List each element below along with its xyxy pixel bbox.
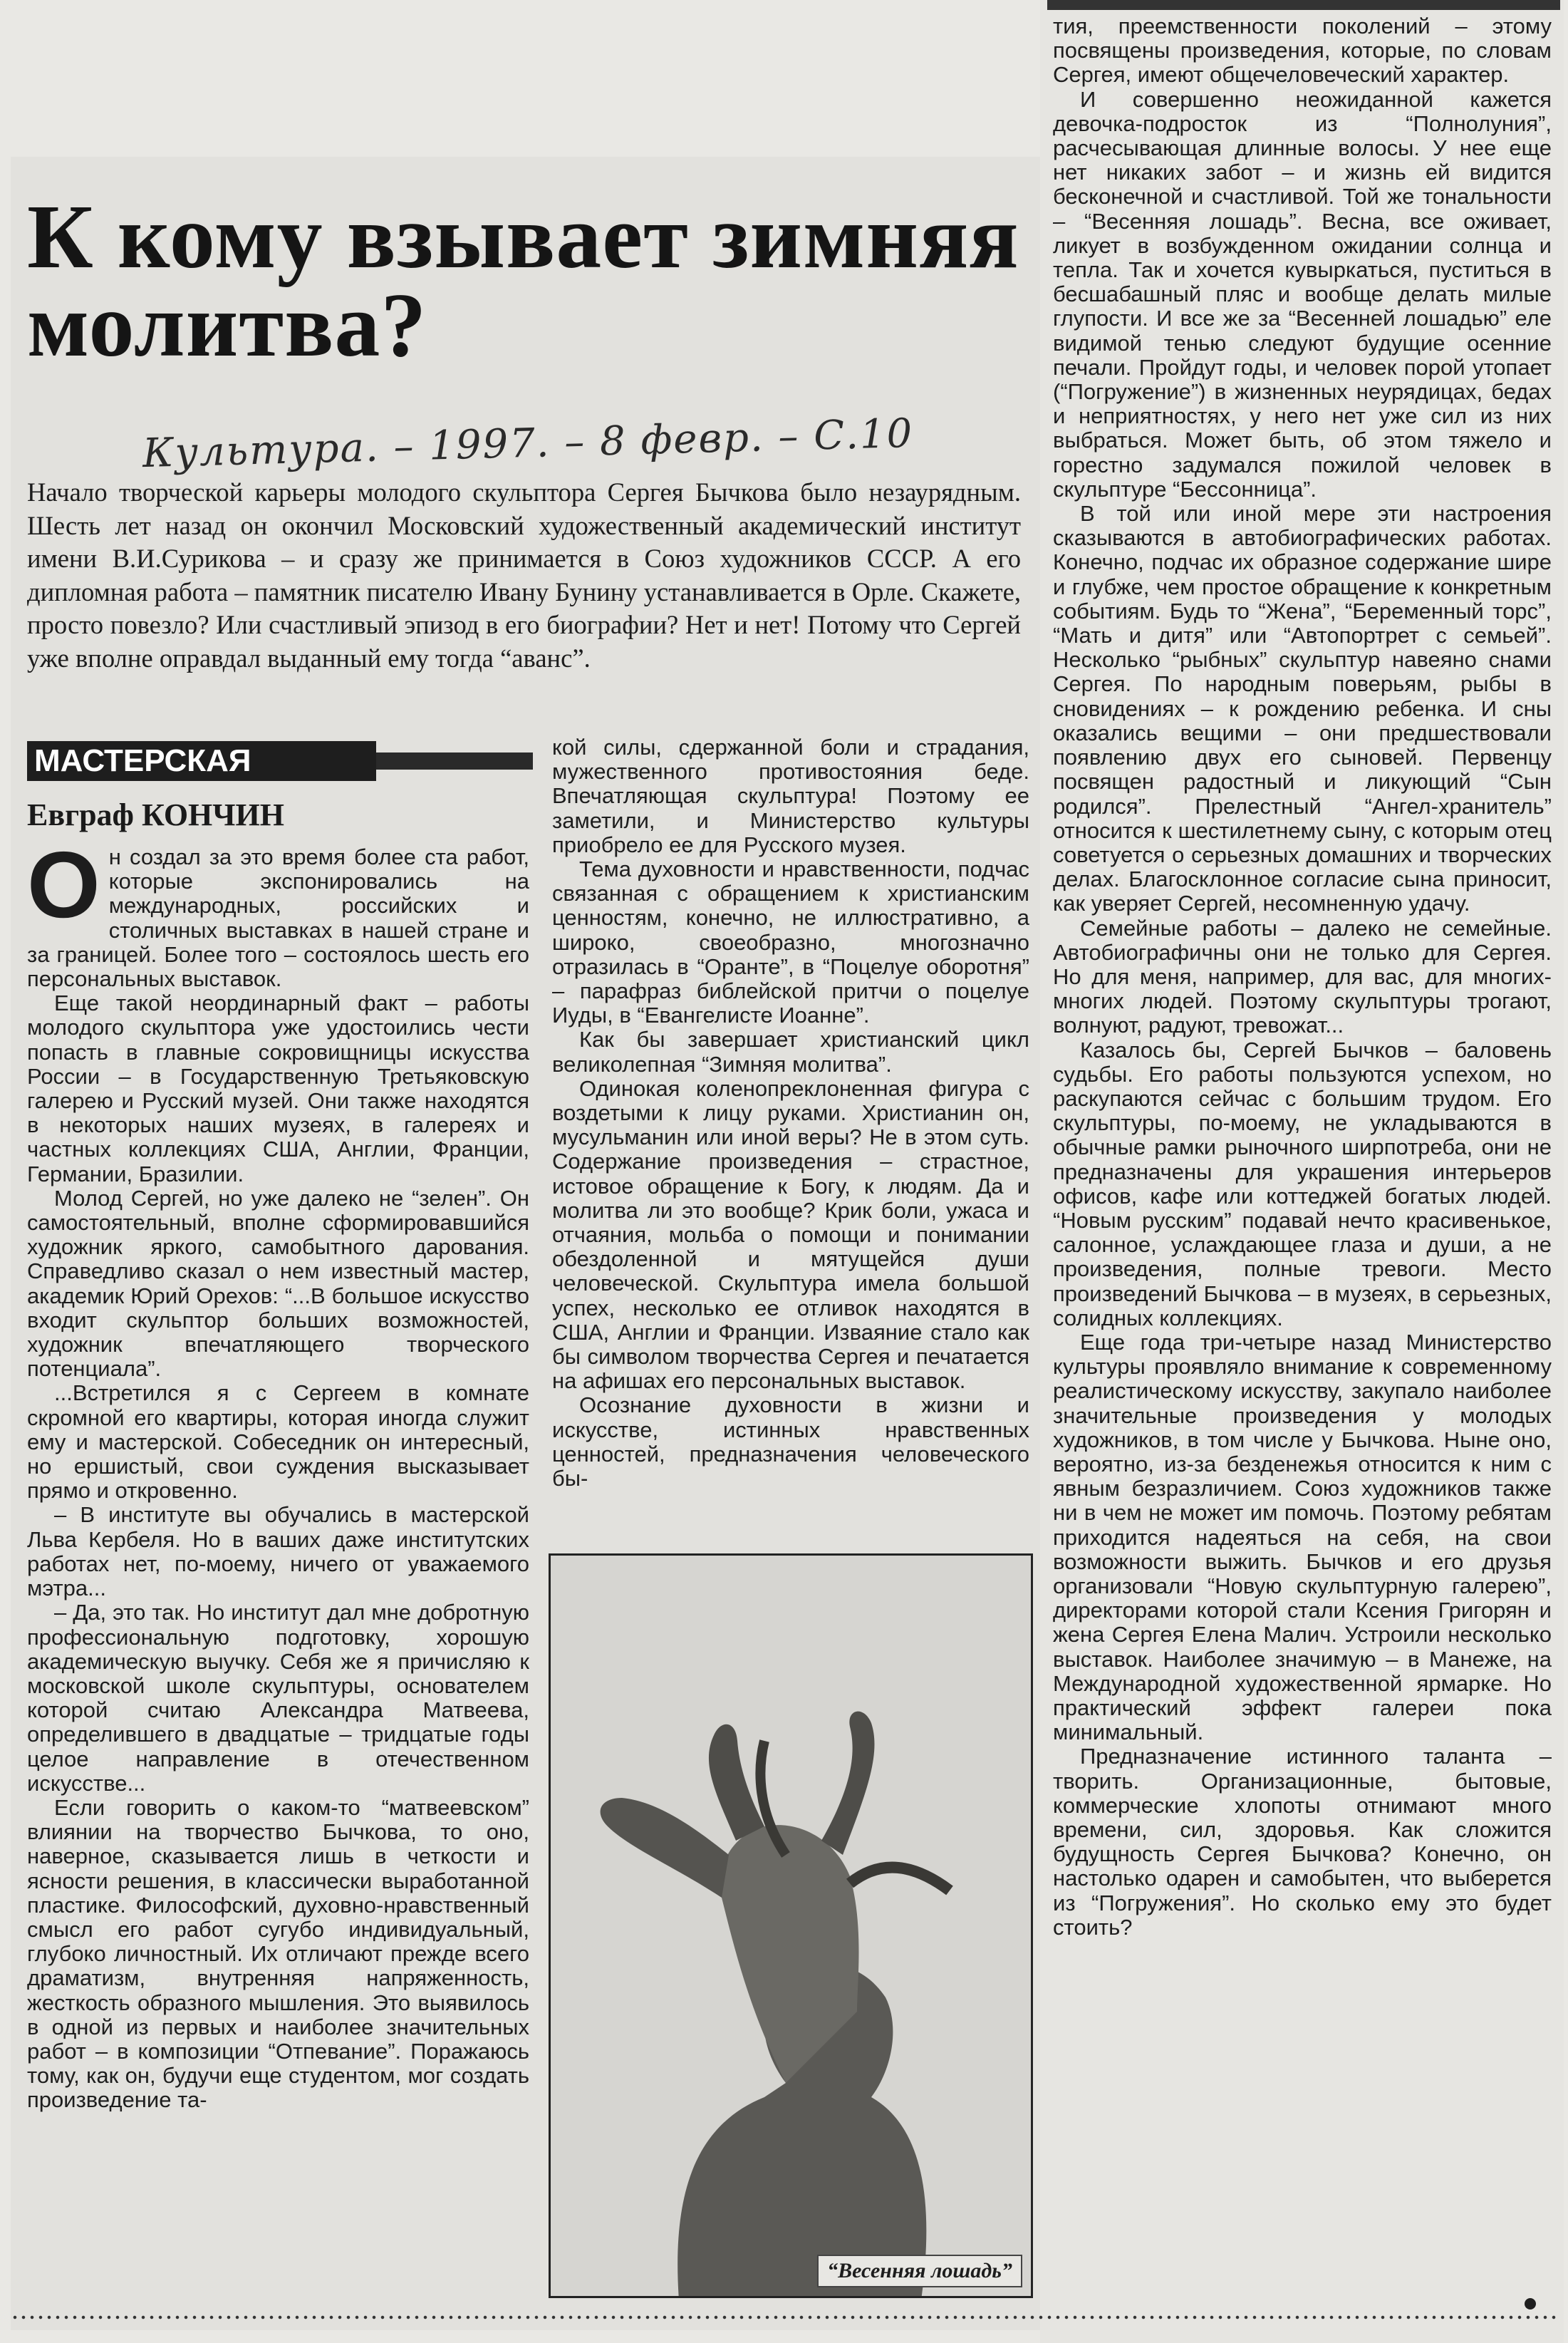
column-2 <box>552 735 1029 1491</box>
paragraph: Семейные работы – далеко не семейные. Автобиографичны они не только для Сергея. Но для меня, например, для вас, для многих-многих людей. Поэтому скульптуры трогают, волнуют, радуют, тревожат... <box>1053 915 1552 1038</box>
paragraph: Предназначение истинного таланта – творить. Организационные, бытовые, коммерческие хлопоты отнимают много времени, сил, здоровья. Как сложится будущность Сергея Бычкова? Конечно, он настолько одарен и самобытен, что выберется из “Погружения”. Но сколько ему это будет стоить? <box>1053 1744 1552 1940</box>
paragraph: Еще года три-четыре назад Министерство культуры проявляло внимание к современному реалистическому искусству, закупало наиболее значительные произведения у молодых художников, в том числе у Бычкова. Ныне оно, вероятно, из-за безденежья относится к ним с явным безразличием. Союз художников также ни в чем не может им помочь. Поэтому ребятам приходится надеяться на себя, на свои возможности выжить. Бычков и его друзья организовали “Новую скульптурную галерею”, директорами которой стали Ксения Григорян и жена Сергея Елена Малич. Устроили несколько выставок. Наиболее значимую – в Манеже, на Международной художественной ярмарке. Но практический эффект галереи пока минимальный. <box>1053 1329 1552 1745</box>
paragraph: Он создал за это время более ста работ, которые экспонировались на международных, российских и столичных выставках в нашей стране и за границей. Более того – состоялось шесть его персональных выставок. <box>27 832 529 992</box>
drop-cap: О <box>27 832 100 937</box>
dotted-rule <box>11 2314 1557 2320</box>
paragraph: Молод Сергей, но уже далеко не “зелен”. Он самостоятельный, вполне сформировавшийся художник яркого, самобытного дарования. Справедливо сказал о нем известный мастер, академик Юрий Орехов: “...В большое искусство входит скульптор больших возможностей, художник впечатляющего творческого потенциала”. <box>27 1185 529 1382</box>
article-lead: Начало творческой карьеры молодого скульптора Сергея Бычкова было незаурядным. Шесть лет назад он окончил Московский художественный академический институт имени В.И.Сурикова – и сразу же принимается в Союз художников СССР. А его дипломная работа – памятник писателю Ивану Бунину устанавливается в Орле. Скажете, просто повезло? Или счастливый эпизод в его биографии? Нет и нет! Потому что Сергей уже вполне оправдал выданный ему тогда “аванс”. <box>27 477 1021 673</box>
paragraph: Казалось бы, Сергей Бычков – баловень судьбы. Его работы пользуются успехом, но раскупаются сейчас с большим трудом. Его скульптуры, по-моему, не укладываются в обычные рамки рыночного ширпотреба, они не предназначены для украшения интерьеров офисов, кафе или коттеджей богатых людей. “Новым русским” подавай нечто красивенькое, салонное, услаждающее глаза и души, а не произведения, полные тревоги. Место произведений Бычкова – в музеях, в серьезных, солидных коллекциях. <box>1053 1037 1552 1330</box>
horse-sculpture-image <box>551 1556 1033 2298</box>
paragraph: Если говорить о каком-то “матвеевском” влиянии на творчество Бычкова, то оно, наверное, сказывается лишь в четкости и ясности решения, в классически выработанной пластике. Философский, духовно-нравственный смысл его работ сугубо индивидуальный, глубоко личностный. Их отличают прежде всего драматизм, внутренняя напряженность, жесткость образного мышления. Это выявилось в одной из первых и наиболее значительных работ – в композиции “Отпевание”. Поражаюсь тому, как он, будучи еще студентом, мог создать произведение та- <box>27 1794 529 2113</box>
author-byline: Евграф КОНЧИН <box>27 797 285 832</box>
paragraph: Тема духовности и нравственности, подчас связанная с обращением к христианским ценностям, конечно, не иллюстративно, а широко, своеобразно, многозначно отразилась в “Оранте”, в “Поцелуе оборотня” – парафраз библейской притчи о поцелуе Иуды, в “Евангелисте Иоанне”. <box>552 857 1029 1028</box>
sculpture-photo <box>549 1553 1033 2298</box>
paragraph: И совершенно неожиданной кажется девочка-подросток из “Полнолуния”, расчесывающая длинные волосы. У нее еще нет никаких забот – и жизнь ей видится бесконечной и счастливой. Той же тональности – “Весенняя лошадь”. Весна, все оживает, ликует в возбужденном ожидании солнца и тепла. Так и хочется кувыркаться, пуститься в бесшабашный пляс и вообще делать милые глупости. И все же за “Весенней лошадью” еле видимой тенью следуют будущие осенние печали. Пройдут годы, и человек порой утопает (“Погружение”) в жизненных неурядицах, бедах и неприятностях, у него нет уже сил из них выбраться. Может быть, об этом тяжело и горестно задумался пожилой человек в скульптуре “Бессонница”. <box>1053 86 1552 502</box>
paragraph: – В институте вы обучались в мастерской Льва Кербеля. Но в ваших даже институтских работах нет, по-моему, ничего от уважаемого мэтра... <box>27 1502 529 1601</box>
rubric-bar <box>376 752 533 770</box>
end-bullet-icon <box>1525 2298 1536 2310</box>
paragraph: Как бы завершает христианский цикл великолепная “Зимняя молитва”. <box>552 1027 1029 1077</box>
top-rule <box>1047 0 1560 10</box>
paragraph: – Да, это так. Но институт дал мне добротную профессиональную подготовку, хорошую академическую выучку. Себя же я причисляю к московской школе скульптуры, основателем которой считаю Александра Матвеева, определившего в двадцатые – тридцатые годы целое направление в отечественном искусстве... <box>27 1600 529 1796</box>
paragraph: кой силы, сдержанной боли и страдания, мужественного противостояния беде. Впечатляющая скульптура! Поэтому ее заметили, и Министерство культуры приобрело ее для Русского музея. <box>552 735 1029 857</box>
rubric-label: МАСТЕРСКАЯ <box>27 741 376 781</box>
paragraph: Осознание духовности в жизни и искусстве, истинных нравственных ценностей, предназначения человеческого бы- <box>552 1392 1029 1491</box>
paragraph: В той или иной мере эти настроения сказываются в автобиографических работах. Конечно, подчас их образное содержание шире и глубже, чем простое обращение к конкретным событиям. Будь то “Жена”, “Беременный торс”, “Мать и дитя” или “Автопортрет с семьей”. Несколько “рыбных” скульптур навеяно снами Сергея. По народным поверьям, рыбы в сновидениях – к рождению ребенка. И сны оказались вещими – они предшествовали появлению двух его сыновей. Первенцу посвящен радостный и ликующий “Сын родился”. Прелестный “Ангел-хранитель” относится к шестилетнему сыну, с которым отец советуется о серьезных домашних и творческих делах. Благосклонное согласие сына приносит, как уверяет Сергей, несомненную удачу. <box>1053 501 1552 916</box>
column-3 <box>1053 14 1552 1940</box>
article-title: К кому взывает зимняя молитва? <box>27 186 1019 376</box>
column-1 <box>27 832 529 2113</box>
paragraph: Еще такой неординарный факт – работы молодого скульптора уже удостоились чести попасть в главные сокровищницы искусства России – в Государственную Третьяковскую галерею и Русский музей. Они также находятся в некоторых наших музеях, в галереях и частных коллекциях США, Англии, Франции, Германии, Бразилии. <box>27 991 529 1186</box>
paragraph: ...Встретился я с Сергеем в комнате скромной его квартиры, которая иногда служит ему и мастерской. Собеседник он интересный, но ершистый, свои суждения высказывает прямо и откровенно. <box>27 1380 529 1504</box>
handwritten-source-note: Культура. – 1997. – 8 февр. – С.10 <box>142 410 914 477</box>
paragraph: Одинокая коленопреклоненная фигура с воздетыми к лицу руками. Христианин он, мусульманин или иной веры? Не в этом суть. Содержание произведения – страстное, истовое обращение к Богу, к людям. Да и молитва ли это вообще? Крик боли, ужаса и отчаяния, мольба о помощи и понимании обездоленной и мятущейся души человеческой. Скульптура имела большой успех, несколько ее отливок находятся в США, Англии и Франции. Изваяние стало как бы символом творчества Сергея и печатается на афишах его персональных выставок. <box>552 1075 1029 1394</box>
photo-caption: “Весенняя лошадь” <box>817 2255 1022 2287</box>
paragraph: тия, преемственности поколений – этому посвящены произведения, которые, по словам Сергея, имеют общечеловеческий характер. <box>1053 14 1552 88</box>
